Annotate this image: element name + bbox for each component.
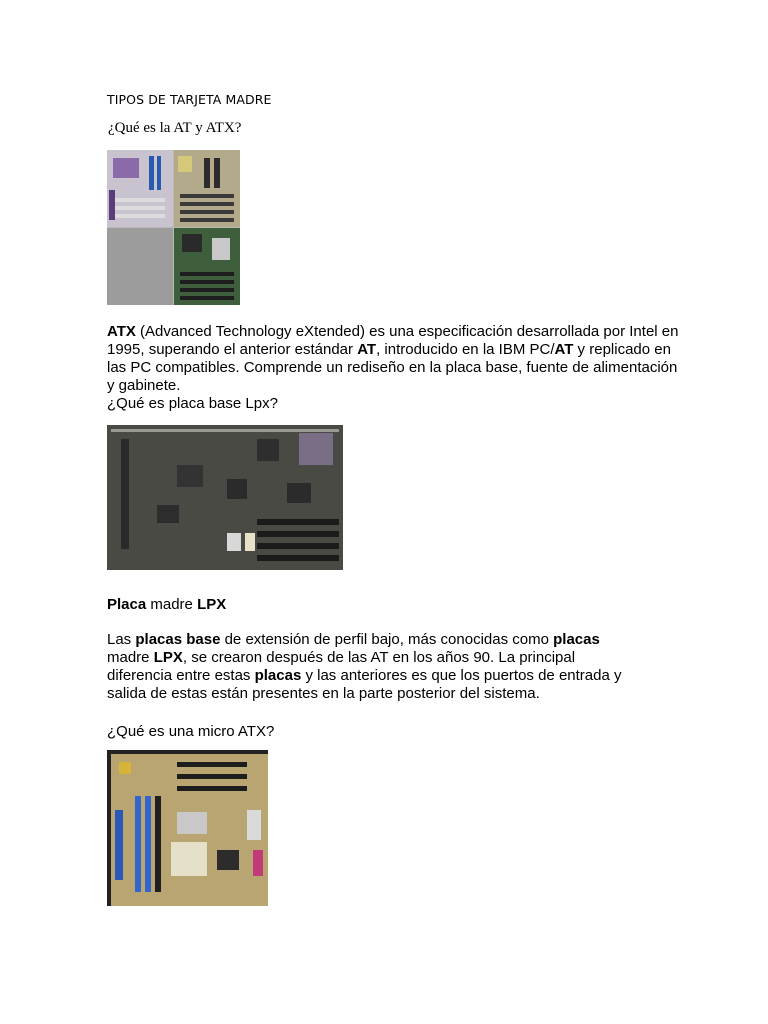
- placa-term: Placa: [107, 596, 147, 613]
- lpx-text-3: madre: [107, 649, 154, 666]
- lpx-heading: [107, 596, 687, 614]
- question-micro-atx: ¿Qué es una micro ATX?: [107, 723, 275, 740]
- at-term-2: AT: [554, 341, 574, 358]
- atx-text-1: (Advanced Technology eXtended) es una especificación desarrollada por Intel en 1995, superando el anterior estándar: [107, 323, 679, 358]
- at-board-photo: [174, 150, 240, 227]
- lpx-text-5: y las anteriores es que los puertos de entrada y salida de estas están presentes en la parte posterior del sistema.: [107, 667, 622, 702]
- placas-term: placas: [553, 631, 600, 648]
- purple-board-photo: [107, 150, 173, 227]
- green-board-photo: [174, 228, 240, 305]
- lpx-term: LPX: [197, 596, 227, 613]
- lpx-text-4: , se crearon después de las AT en los años 90. La principal diferencia entre estas: [107, 649, 576, 684]
- lpx-text-2: de extensión de perfil bajo, más conocidas como: [220, 631, 554, 648]
- lpx-heading-text: madre: [146, 596, 198, 613]
- cpu-chip: [299, 433, 333, 465]
- lpx-text-1: Las: [107, 631, 136, 648]
- cpu-socket: [171, 842, 207, 876]
- atx-paragraph: [107, 323, 687, 395]
- lpx-motherboard-image: [107, 425, 343, 570]
- atx-text-2: , introducido en la IBM PC/: [376, 341, 555, 358]
- micro-atx-motherboard-image: [107, 750, 268, 906]
- question-at-atx: ¿Qué es la AT y ATX?: [108, 120, 242, 136]
- question-lpx: ¿Qué es placa base Lpx?: [107, 395, 278, 412]
- lpx-term-2: LPX: [153, 649, 183, 666]
- grey-panel-photo: [107, 228, 173, 305]
- atx-at-motherboards-image: [107, 150, 240, 305]
- at-term: AT: [357, 341, 377, 358]
- lpx-paragraph: [107, 631, 627, 703]
- atx-text-3: y replicado en las PC compatibles. Comprende un rediseño en la placa base, fuente de alimentación y gabinete.: [107, 341, 678, 394]
- placas-term-2: placas: [254, 667, 302, 684]
- placas-base-term: placas base: [135, 631, 221, 648]
- atx-term: ATX: [107, 323, 136, 340]
- document-title: TIPOS DE TARJETA MADRE: [107, 92, 272, 107]
